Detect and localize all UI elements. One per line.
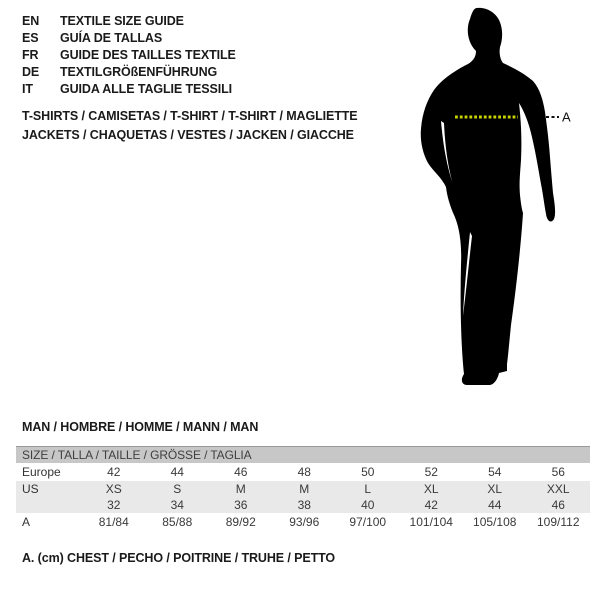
size-table [16,446,590,531]
category-line-jackets: JACKETS / CHAQUETAS / VESTES / JACKEN / GIACCHE [22,128,354,142]
size-cell: L [364,482,372,496]
table-header: SIZE / TALLA / TAILLE / GRÖSSE / TAGLIA [16,447,590,464]
language-row [22,63,236,80]
size-cell: 54 [488,465,502,479]
size-cell: 44 [170,465,184,479]
category-line-tshirts: T-SHIRTS / CAMISETAS / T-SHIRT / T-SHIRT / MAGLIETTE [22,109,358,123]
language-list [22,13,236,97]
table-row [16,463,590,481]
language-code: DE [22,64,40,79]
language-label: TEXTILGRÖßENFÜHRUNG [60,64,218,79]
size-cell: 42 [107,465,121,479]
size-cell: 40 [361,498,375,512]
language-code: FR [22,47,39,62]
size-cell: XL [423,482,439,496]
size-cell: 50 [361,465,375,479]
language-row [22,30,236,47]
size-cell: 32 [107,498,121,512]
size-cell: 34 [170,498,184,512]
row-label: US [22,482,39,496]
size-cell: 85/88 [162,515,193,529]
size-cell: 89/92 [225,515,256,529]
size-cell: 46 [234,465,248,479]
man-silhouette [421,8,555,385]
size-cell: M [235,482,246,496]
size-cell: 44 [488,498,502,512]
size-cell: 109/112 [537,515,580,529]
language-row [22,80,236,97]
size-cell: XL [487,482,503,496]
size-cell: 42 [424,498,438,512]
size-cell: S [173,482,182,496]
size-cell: 38 [297,498,311,512]
table-row [16,481,590,497]
size-cell: 93/96 [289,515,320,529]
size-cell: M [299,482,310,496]
size-cell: XS [105,482,122,496]
measure-label-a: A [562,109,571,125]
table-row [16,497,590,513]
size-cell: 46 [551,498,565,512]
size-cell: XXL [546,482,570,496]
language-label: GUIDE DES TAILLES TEXTILE [60,47,236,62]
language-code: ES [22,31,39,46]
size-cell: 81/84 [98,515,129,529]
size-cell: 105/108 [473,515,517,529]
language-label: GUÍA DE TALLAS [60,31,163,46]
section-title: MAN / HOMBRE / HOMME / MANN / MAN [22,420,259,434]
language-row [22,13,236,30]
measurement-footnote: A. (cm) CHEST / PECHO / POITRINE / TRUHE / PETTO [22,551,336,565]
category-list [22,107,358,145]
row-label: A [22,515,31,529]
language-label: GUIDA ALLE TAGLIE TESSILI [60,81,233,96]
size-cell: 56 [551,465,565,479]
size-cell: 48 [297,465,311,479]
size-cell: 97/100 [349,515,387,529]
language-row [22,47,236,64]
language-label: TEXTILE SIZE GUIDE [60,14,184,29]
row-label [16,497,82,513]
man-figure [400,0,600,395]
size-cell: 101/104 [409,515,453,529]
row-label: Europe [22,465,61,479]
size-cell: 36 [234,498,248,512]
language-code: IT [22,81,33,96]
table-row [16,513,590,531]
size-cell: 52 [424,465,438,479]
language-code: EN [22,14,40,29]
table-header-row [16,447,590,464]
